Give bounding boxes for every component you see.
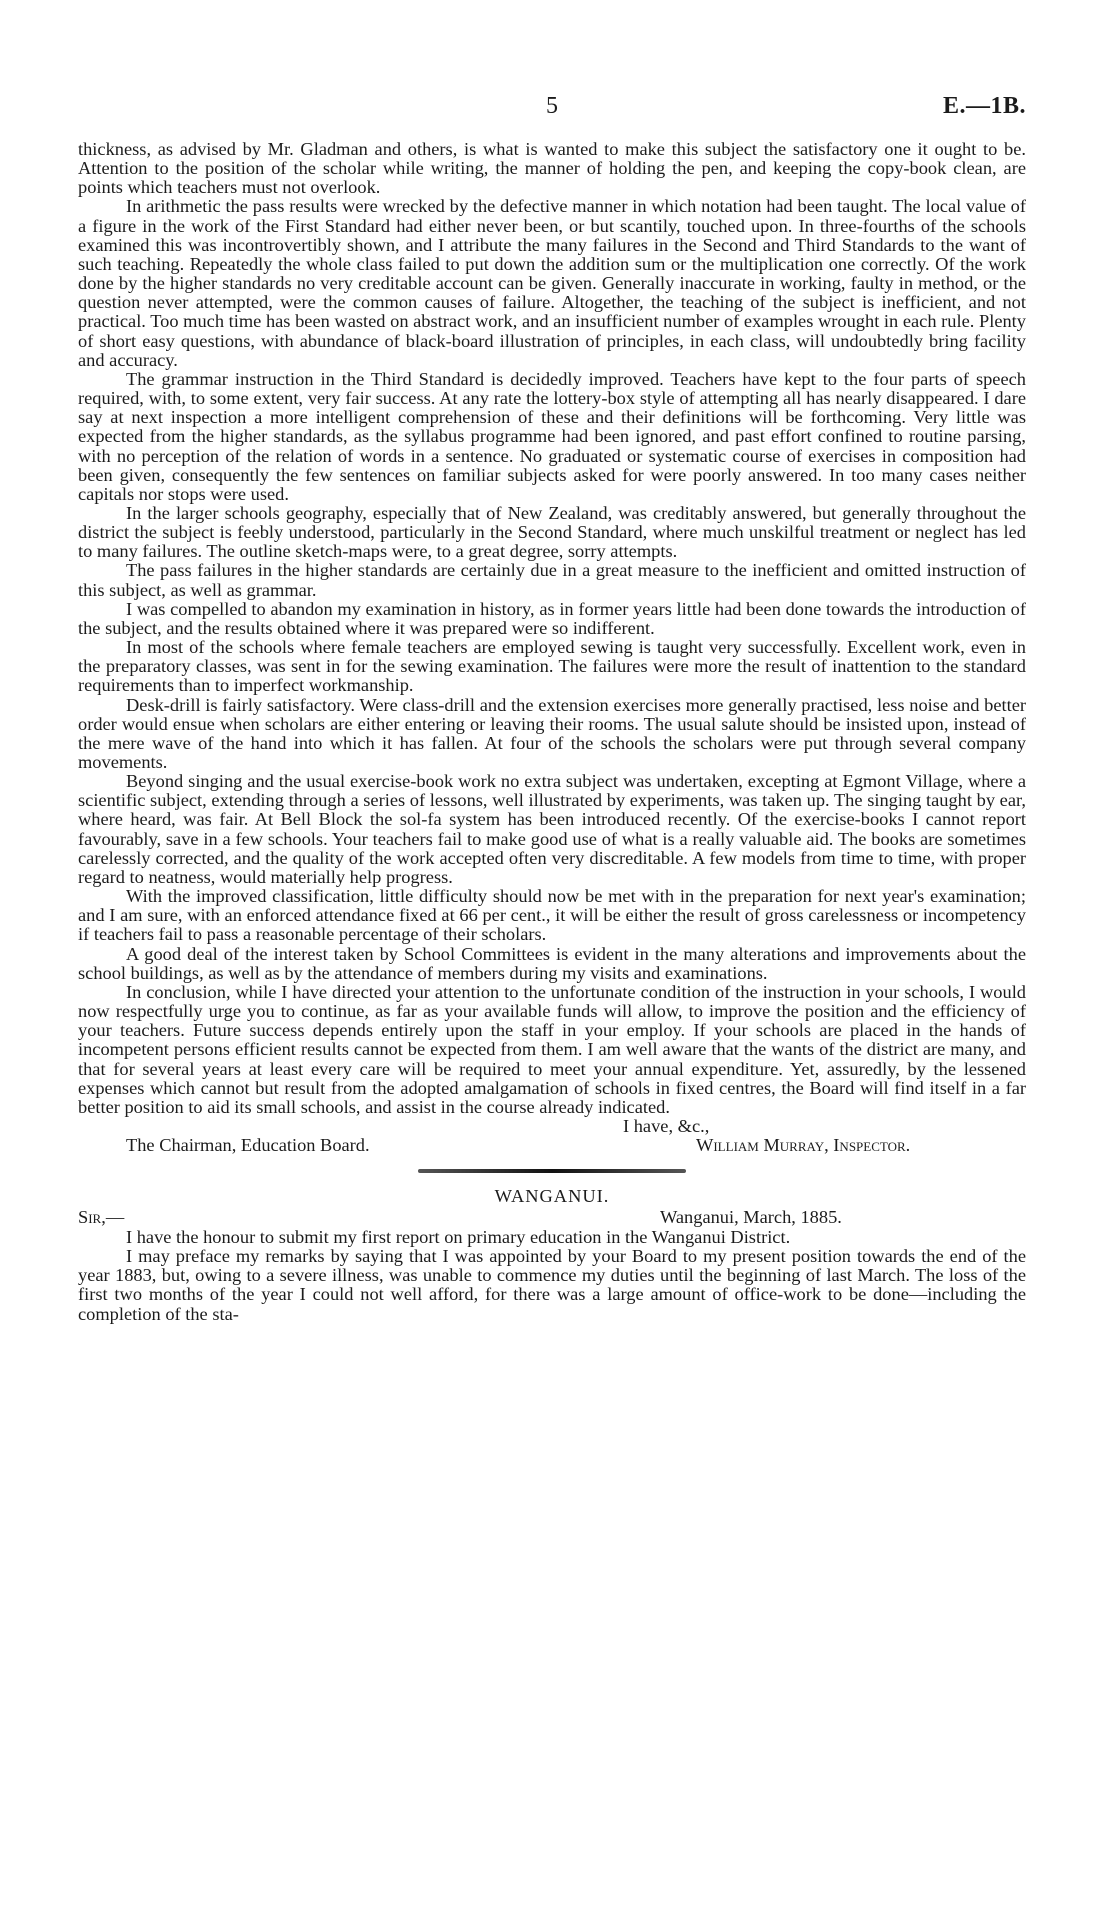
document-reference: E.—1B. <box>942 93 1026 119</box>
signature: William Murray, Inspector. <box>696 1134 911 1155</box>
paragraph-school-committees: A good deal of the interest taken by School Committees is evident in the many alterations and improvements about the school buildings, as well as by the attendance of members during my visits and examinations. <box>78 943 1026 983</box>
paragraph-pass-failures: The pass failures in the higher standards are certainly due in a great measure to the inefficient and omitted instruction of this subject, as well as grammar. <box>78 560 1026 600</box>
letter-heading <box>78 1208 1026 1228</box>
paragraph-penmanship-continued: thickness, as advised by Mr. Gladman and others, is what is wanted to make this subject the satisfactory one it ought to be. Attention to the position of the scholar while writing, the manner of holding the pen, and keeping the copy-book clean, are points which teachers must not overlook. <box>78 139 1026 198</box>
salutation: Sir,— <box>78 1206 125 1227</box>
paragraph-singing-exercise-books: Beyond singing and the usual exercise-book work no extra subject was undertaken, excepting at Egmont Village, where a scientific subject, extending through a series of lessons, well illustrated by experiments, was taken up. The singing taught by ear, where heard, was fair. At Bell Block the sol-fa system has been introduced recently. Of the exercise-books I cannot report favourably, save in a few schools. Your teachers fail to make good use of what is a really valuable aid. The books are sometimes carelessly corrected, and the quality of the work accepted often very discreditable. A few models from time to time, with proper regard to neatness, would materially help progress. <box>78 771 1026 887</box>
closing-regards: I have, &c., <box>623 1115 710 1136</box>
paragraph-appointment: I may preface my remarks by saying that I was appointed by your Board to my present position towards the end of the year 1883, but, owing to a severe illness, was unable to commence my duties until the beginning of last March. The loss of the first two months of the year I could not well afford, for there was a large amount of office-work to be done—including the completion of the sta- <box>78 1246 1026 1324</box>
paragraph-geography: In the larger schools geography, especially that of New Zealand, was creditably answered, but generally throughout the district the subject is feebly understood, particularly in the Second Standard, where much unskilful treatment or neglect has led to many failures. The outline sketch-maps were, to a great degree, sorry attempts. <box>78 502 1026 562</box>
paragraph-history: I was compelled to abandon my examination in history, as in former years little had been done towards the introduction of the subject, and the results obtained where it was prepared were so indifferent. <box>78 598 1026 638</box>
section-divider <box>418 1169 686 1173</box>
section-title: WANGANUI. <box>494 1185 610 1206</box>
paragraph-drill: Desk-drill is fairly satisfactory. Were class-drill and the extension exercises more generally practised, less noise and better order would ensue when scholars are either entering or leaving their rooms. The usual salute should be insisted upon, instead of the mere wave of the hand into which it has fallen. At four of the schools the scholars were put through several company movements. <box>78 694 1026 772</box>
report-body <box>78 140 1026 1324</box>
letter-date: Wanganui, March, 1885. <box>660 1206 842 1227</box>
page-header <box>78 93 1026 123</box>
paragraph-conclusion: In conclusion, while I have directed your attention to the unfortunate condition of the instruction in your schools, I would now respectfully urge you to continue, as far as your available funds will allow, to improve the position and the efficiency of your teachers. Future success depends entirely upon the staff in your employ. If your schools are placed in the hands of incompetent persons efficient results cannot be expected from them. I am well aware that the wants of the district are many, and that for several years at least every care will be required to meet your annual expenditure. Yet, assuredly, by the lessened expenses which cannot but result from the adopted amalgamation of schools in fixed centres, the Board will find itself in a far better position to aid its small schools, and assist in the course already indicated. <box>78 981 1026 1117</box>
addressee: The Chairman, Education Board. <box>126 1134 370 1155</box>
page-number: 5 <box>546 93 558 119</box>
paragraph-classification: With the improved classification, little difficulty should now be met with in the preparation for next year's examination; and I am sure, with an enforced attendance fixed at 66 per cent., it will be either the result of gross carelessness or incompetency if teachers fail to pass a reasonable percentage of their scholars. <box>78 886 1026 945</box>
paragraph-sewing: In most of the schools where female teachers are employed sewing is taught very successfully. Excellent work, even in the preparatory classes, was sent in for the sewing examination. The failures were more the result of inattention to the standard requirements than to imperfect workmanship. <box>78 637 1026 696</box>
letter-signoff <box>78 1117 1026 1155</box>
paragraph-report-intro: I have the honour to submit my first report on primary education in the Wanganui District. <box>126 1226 791 1247</box>
paragraph-grammar: The grammar instruction in the Third Standard is decidedly improved. Teachers have kept to the four parts of speech required, with, to some extent, very fair success. At any rate the lottery-box style of attempting all has nearly disappeared. I dare say at next inspection a more intelligent comprehension of these and their definitions will be forthcoming. Very little was expected from the higher standards, as the syllabus programme had been ignored, and past effort confined to routine parsing, with no perception of the relation of words in a sentence. No graduated or systematic course of exercises in composition had been given, consequently the few sentences on familiar subjects asked for were poorly answered. In too many cases neither capitals nor stops were used. <box>78 368 1026 504</box>
paragraph-arithmetic: In arithmetic the pass results were wrecked by the defective manner in which notation had been taught. The local value of a figure in the work of the First Standard had either never been, or but scantily, touched upon. In three-fourths of the schools examined this was incontrovertibly shown, and I attribute the many failures in the Second and Third Standards to the want of such teaching. Repeatedly the whole class failed to put down the addition sum or the multiplication one correctly. Of the work done by the higher standards no very creditable account can be given. Generally inaccurate in working, faulty in method, or the question never attempted, were the common causes of failure. Altogether, the teaching of the subject is inefficient, and not practical. Too much time has been wasted on abstract work, and an insufficient number of examples wrought in each rule. Plenty of short easy questions, with abundance of black-board illustration of principles, in each class, will undoubtedly bring facility and accuracy. <box>78 196 1026 370</box>
